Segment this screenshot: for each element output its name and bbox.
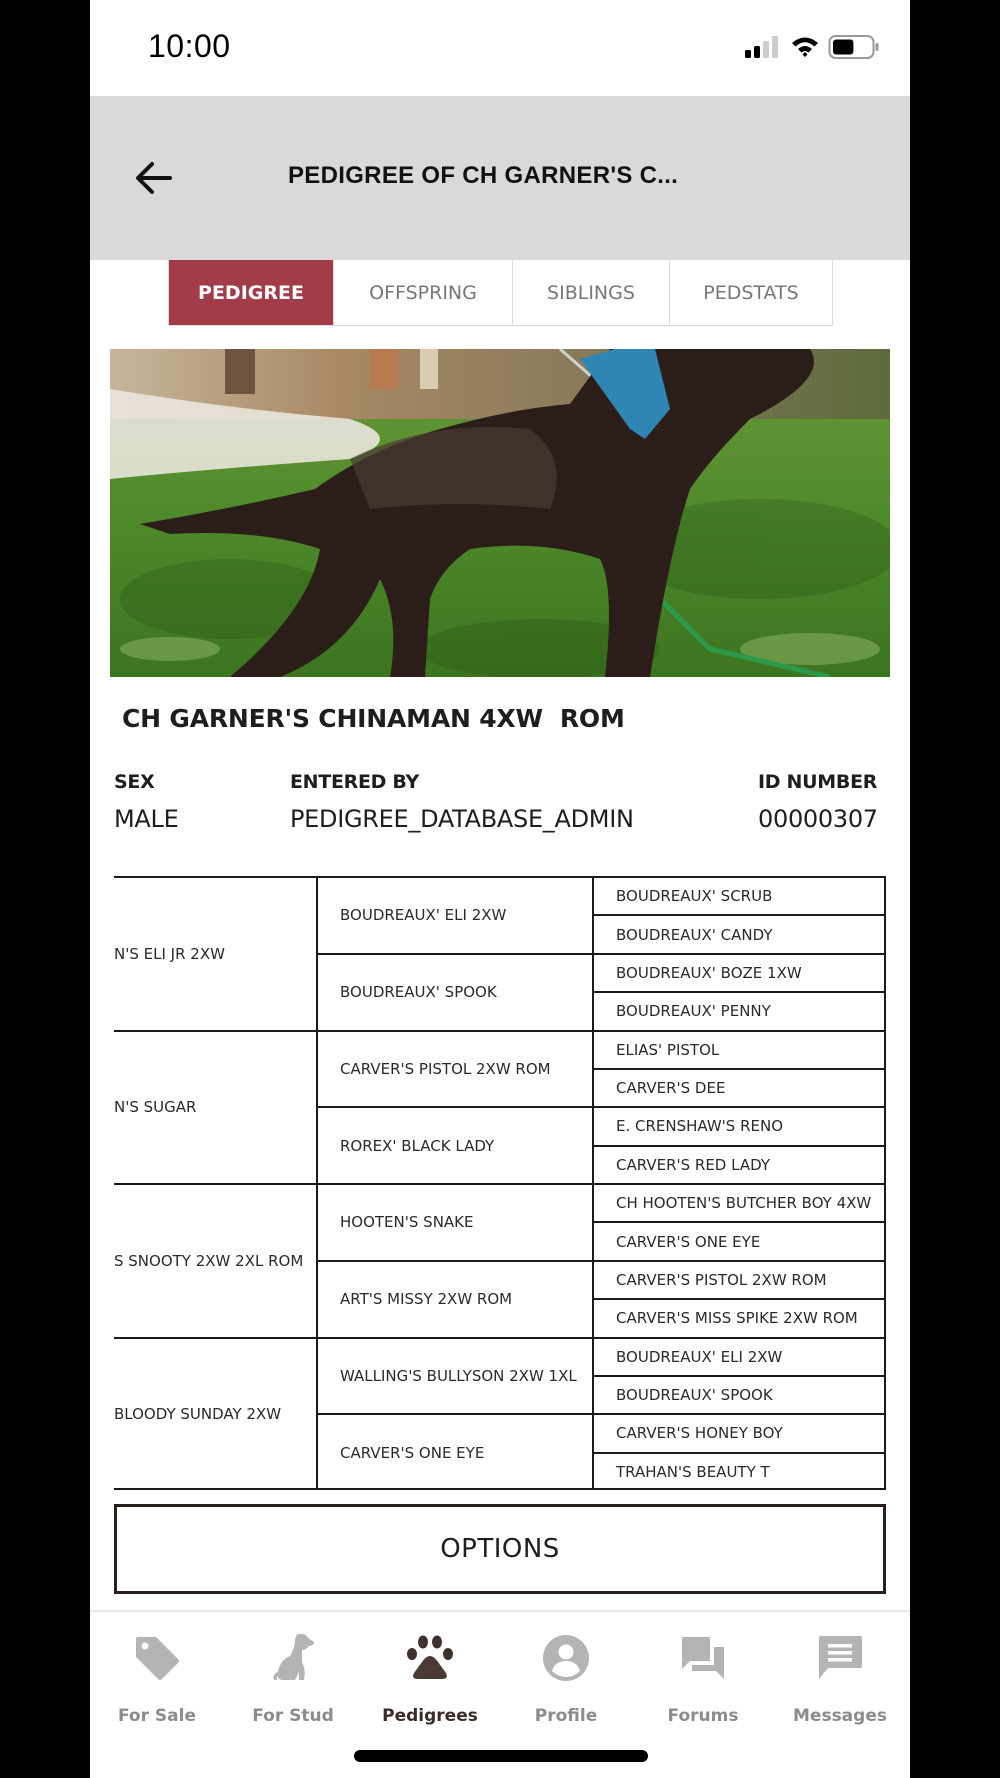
tab-pedstats[interactable]: PEDSTATS bbox=[670, 260, 832, 325]
nav-messages[interactable] bbox=[775, 1630, 905, 1740]
nav-profile[interactable] bbox=[501, 1630, 631, 1740]
pedigree-gen3-cell[interactable]: BOUDREAUX' ELI 2XW bbox=[592, 1337, 886, 1375]
user-circle-icon bbox=[538, 1630, 594, 1686]
nav-forums[interactable] bbox=[638, 1630, 768, 1740]
status-icons bbox=[744, 34, 880, 60]
pedigree-bottom-border bbox=[114, 1488, 886, 1490]
status-time: 10:00 bbox=[148, 28, 231, 64]
sex-value: MALE bbox=[114, 805, 179, 833]
pedigree-gen3-cell[interactable]: BOUDREAUX' SPOOK bbox=[592, 1375, 886, 1413]
forum-icon bbox=[675, 1630, 731, 1686]
pedigree-gen3-cell[interactable]: BOUDREAUX' PENNY bbox=[592, 991, 886, 1029]
app-header bbox=[90, 96, 910, 260]
nav-label: For Sale bbox=[118, 1706, 196, 1726]
entered-by-value[interactable]: PEDIGREE_DATABASE_ADMIN bbox=[290, 805, 634, 833]
pedigree-gen3-cell[interactable]: E. CRENSHAW'S RENO bbox=[592, 1106, 886, 1144]
status-bar bbox=[90, 0, 910, 96]
pedigree-gen3-cell[interactable]: CARVER'S PISTOL 2XW ROM bbox=[592, 1260, 886, 1298]
pedigree-gen2-cell[interactable]: BOUDREAUX' ELI 2XW bbox=[316, 876, 592, 953]
pedigree-gen1-cell[interactable]: N'S SUGAR bbox=[114, 1030, 316, 1184]
pedigree-gen1-cell[interactable]: BLOODY SUNDAY 2XW bbox=[114, 1337, 316, 1491]
id-number-value: 00000307 bbox=[758, 805, 878, 833]
signal-icon bbox=[744, 35, 782, 59]
pedigree-gen2-cell[interactable]: ROREX' BLACK LADY bbox=[316, 1106, 592, 1183]
dog-icon bbox=[265, 1630, 321, 1686]
pedigree-gen2-cell[interactable]: BOUDREAUX' SPOOK bbox=[316, 953, 592, 1030]
nav-label: Messages bbox=[793, 1706, 887, 1726]
pedigree-gen3-cell[interactable]: BOUDREAUX' SCRUB bbox=[592, 876, 886, 914]
tab-bar bbox=[168, 260, 833, 326]
nav-pedigrees[interactable] bbox=[365, 1630, 495, 1740]
sex-label: SEX bbox=[114, 771, 155, 793]
nav-label: Pedigrees bbox=[382, 1706, 478, 1726]
id-number-label: ID NUMBER bbox=[758, 771, 878, 793]
nav-for-stud[interactable] bbox=[228, 1630, 358, 1740]
pedigree-gen3-cell[interactable]: CARVER'S ONE EYE bbox=[592, 1221, 886, 1259]
pedigree-gen3-cell[interactable]: CARVER'S RED LADY bbox=[592, 1145, 886, 1183]
message-icon bbox=[812, 1630, 868, 1686]
pedigree-gen3-cell[interactable]: BOUDREAUX' CANDY bbox=[592, 914, 886, 952]
paw-icon bbox=[402, 1630, 458, 1686]
pedigree-gen3-cell[interactable]: CARVER'S HONEY BOY bbox=[592, 1413, 886, 1451]
dog-photo bbox=[110, 349, 890, 677]
pedigree-gen3-cell[interactable]: CH HOOTEN'S BUTCHER BOY 4XW bbox=[592, 1183, 886, 1221]
arrow-left-icon bbox=[134, 160, 174, 196]
nav-for-sale[interactable] bbox=[92, 1630, 222, 1740]
battery-icon bbox=[828, 34, 880, 60]
pedigree-gen2-cell[interactable]: ART'S MISSY 2XW ROM bbox=[316, 1260, 592, 1337]
nav-label: For Stud bbox=[252, 1706, 334, 1726]
dog-photo-illustration bbox=[110, 349, 890, 677]
pedigree-gen3-cell[interactable]: ELIAS' PISTOL bbox=[592, 1030, 886, 1068]
pedigree-gen2-cell[interactable]: WALLING'S BULLYSON 2XW 1XL bbox=[316, 1337, 592, 1414]
back-button[interactable] bbox=[132, 156, 176, 200]
nav-label: Forums bbox=[667, 1706, 739, 1726]
pedigree-gen1-cell[interactable]: S SNOOTY 2XW 2XL ROM bbox=[114, 1183, 316, 1337]
dog-name: CH GARNER'S CHINAMAN 4XW ROM bbox=[122, 704, 625, 733]
pedigree-gen2-cell[interactable]: HOOTEN'S SNAKE bbox=[316, 1183, 592, 1260]
pedigree-gen3-cell[interactable]: BOUDREAUX' BOZE 1XW bbox=[592, 953, 886, 991]
phone-screen bbox=[90, 0, 910, 1778]
tag-icon bbox=[129, 1630, 185, 1686]
pedigree-gen3-cell[interactable]: CARVER'S DEE bbox=[592, 1068, 886, 1106]
tab-siblings[interactable]: SIBLINGS bbox=[513, 260, 670, 325]
nav-label: Profile bbox=[534, 1706, 598, 1726]
pedigree-gen1-cell[interactable]: N'S ELI JR 2XW bbox=[114, 876, 316, 1030]
home-indicator[interactable] bbox=[354, 1750, 648, 1762]
tab-pedigree[interactable]: PEDIGREE bbox=[169, 260, 334, 325]
pedigree-gen2-cell[interactable]: CARVER'S ONE EYE bbox=[316, 1413, 592, 1490]
pedigree-gen2-cell[interactable]: CARVER'S PISTOL 2XW ROM bbox=[316, 1030, 592, 1107]
pedigree-gen3-cell[interactable]: TRAHAN'S BEAUTY T bbox=[592, 1452, 886, 1490]
wifi-icon bbox=[790, 35, 820, 59]
tab-offspring[interactable]: OFFSPRING bbox=[334, 260, 513, 325]
pedigree-gen3-cell[interactable]: CARVER'S MISS SPIKE 2XW ROM bbox=[592, 1298, 886, 1336]
pedigree-table bbox=[114, 876, 886, 1490]
page-title: PEDIGREE OF CH GARNER'S C... bbox=[288, 162, 679, 189]
entered-by-label: ENTERED BY bbox=[290, 771, 420, 793]
options-button[interactable]: OPTIONS bbox=[114, 1504, 886, 1594]
